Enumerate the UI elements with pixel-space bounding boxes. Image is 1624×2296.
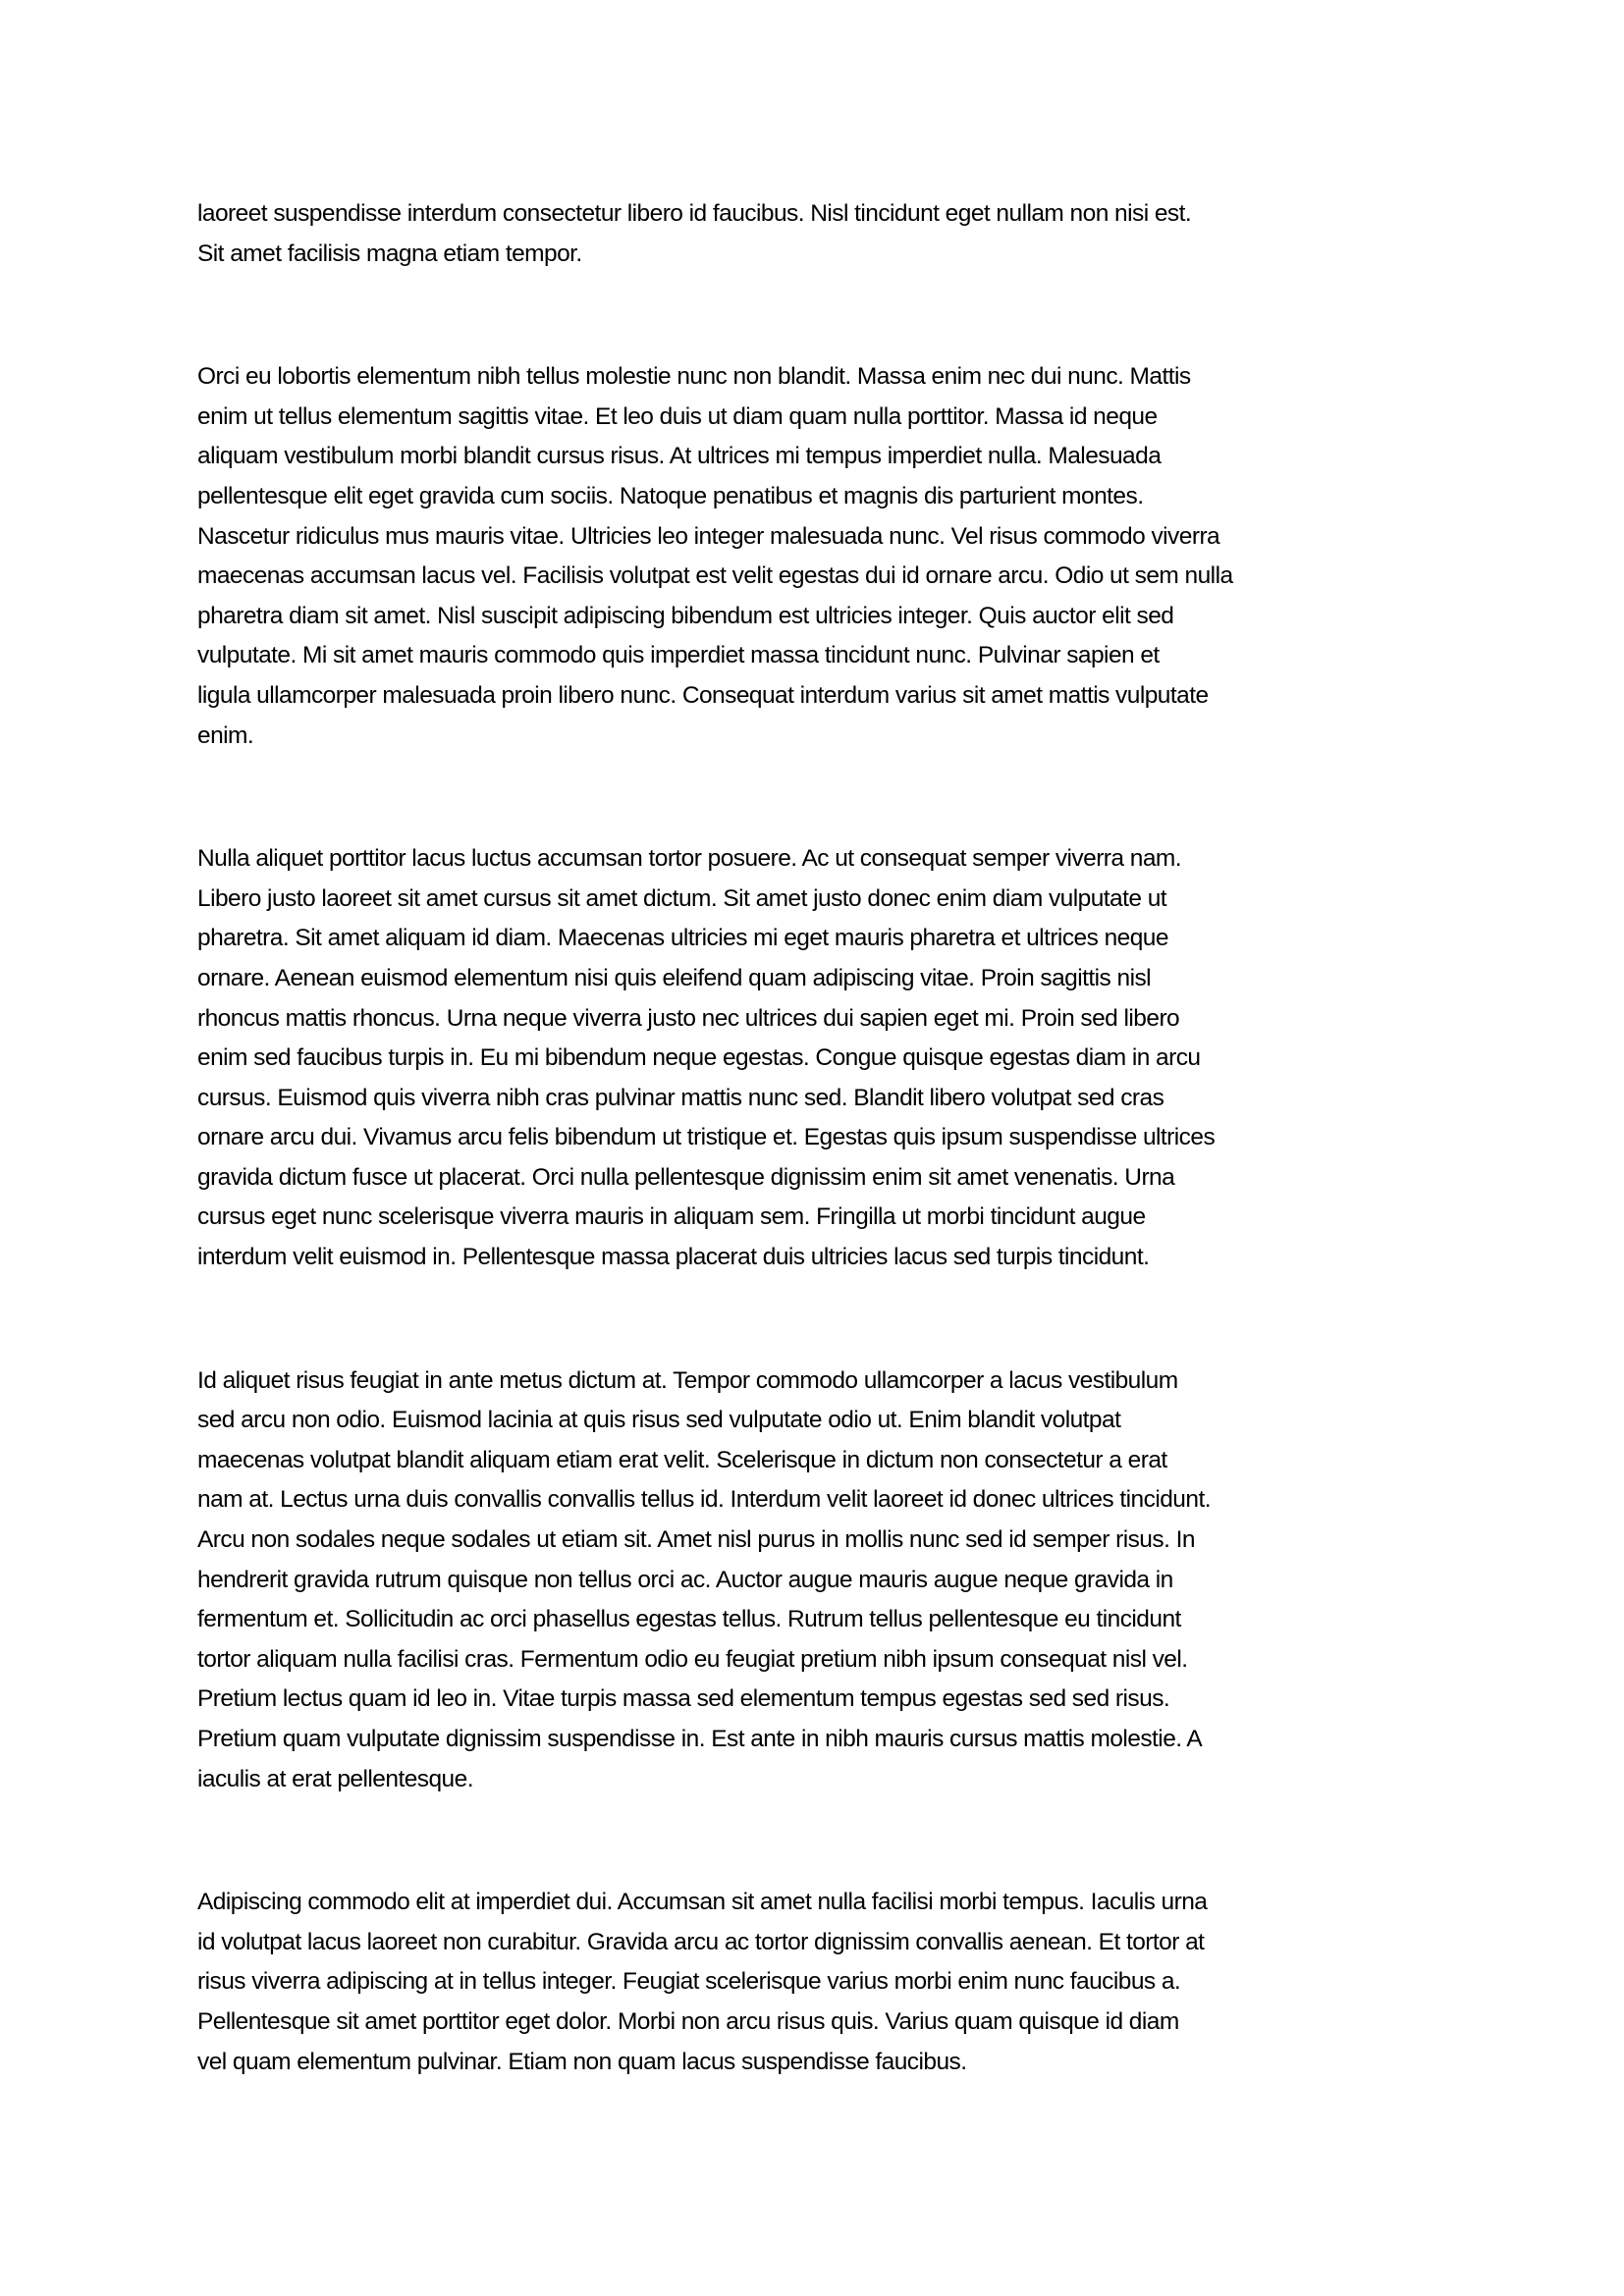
text-line: pellentesque elit eget gravida cum sociis. Natoque penatibus et magnis dis parturient montes. [197,482,1144,509]
text-line: Sit amet facilisis magna etiam tempor. [197,240,582,267]
text-line: enim ut tellus elementum sagittis vitae. Et leo duis ut diam quam nulla porttitor. Massa id neque [197,402,1158,430]
text-line: Arcu non sodales neque sodales ut etiam sit. Amet nisl purus in mollis nunc sed id semper risus. In [197,1526,1195,1554]
text-line: iaculis at erat pellentesque. [197,1765,473,1792]
text-line: Libero justo laoreet sit amet cursus sit amet dictum. Sit amet justo donec enim diam vulputate ut [197,884,1167,912]
text-line: ornare arcu dui. Vivamus arcu felis bibendum ut tristique et. Egestas quis ipsum suspendisse ultrices [197,1124,1216,1151]
text-line: ornare. Aenean euismod elementum nisi quis eleifend quam adipiscing vitae. Proin sagittis nisl [197,964,1152,991]
text-line: rhoncus mattis rhoncus. Urna neque viverra justo nec ultrices dui sapien eget mi. Proin sed libero [197,1004,1180,1032]
text-line: nam at. Lectus urna duis convallis convallis tellus id. Interdum velit laoreet id donec ultrices tincidunt. [197,1486,1211,1514]
paragraph-4 [197,1362,1444,1800]
text-line: Nulla aliquet porttitor lacus luctus accumsan tortor posuere. Ac ut consequat semper viverra nam. [197,845,1182,873]
text-line: pharetra diam sit amet. Nisl suscipit adipiscing bibendum est ultricies integer. Quis auctor elit sed [197,602,1174,629]
text-line: laoreet suspendisse interdum consectetur libero id faucibus. Nisl tincidunt eget nullam non nisi est. [197,200,1192,227]
text-line: id volutpat lacus laoreet non curabitur. Gravida arcu ac tortor dignissim convallis aenean. Et tortor at [197,1928,1205,1955]
paragraph-3 [197,839,1444,1278]
text-line: enim. [197,721,254,749]
text-line: Nascetur ridiculus mus mauris vitae. Ultricies leo integer malesuada nunc. Vel risus commodo viverra [197,522,1220,550]
text-line: maecenas accumsan lacus vel. Facilisis volutpat est velit egestas dui id ornare arcu. Odio ut sem nulla [197,562,1233,590]
paragraph-5 [197,1883,1444,2082]
text-line: Pretium lectus quam id leo in. Vitae turpis massa sed elementum tempus egestas sed sed risus. [197,1685,1170,1713]
text-line: gravida dictum fusce ut placerat. Orci nulla pellentesque dignissim enim sit amet venenatis. Urna [197,1163,1175,1191]
text-line: vel quam elementum pulvinar. Etiam non quam lacus suspendisse faucibus. [197,2048,967,2075]
text-line: enim sed faucibus turpis in. Eu mi bibendum neque egestas. Congue quisque egestas diam in arcu [197,1044,1201,1072]
paragraph-1 [197,194,1444,274]
text-line: pharetra. Sit amet aliquam id diam. Maecenas ultricies mi eget mauris pharetra et ultrices neque [197,925,1168,952]
text-line: Id aliquet risus feugiat in ante metus dictum at. Tempor commodo ullamcorper a lacus vestibulum [197,1366,1178,1394]
text-line: tortor aliquam nulla facilisi cras. Fermentum odio eu feugiat pretium nibh ipsum consequat nisl vel. [197,1645,1188,1673]
text-line: cursus eget nunc scelerisque viverra mauris in aliquam sem. Fringilla ut morbi tincidunt augue [197,1203,1146,1231]
text-line: fermentum et. Sollicitudin ac orci phasellus egestas tellus. Rutrum tellus pellentesque eu tincidunt [197,1606,1181,1633]
paragraph-2 [197,357,1444,756]
document-body [197,194,1444,2082]
text-line: ligula ullamcorper malesuada proin libero nunc. Consequat interdum varius sit amet mattis vulputate [197,681,1209,709]
text-line: interdum velit euismod in. Pellentesque massa placerat duis ultricies lacus sed turpis tincidunt. [197,1244,1150,1271]
text-line: Pellentesque sit amet porttitor eget dolor. Morbi non arcu risus quis. Varius quam quisque id diam [197,2007,1179,2035]
text-line: Pretium quam vulputate dignissim suspendisse in. Est ante in nibh mauris cursus mattis molestie. A [197,1726,1203,1752]
text-line: Orci eu lobortis elementum nibh tellus molestie nunc non blandit. Massa enim nec dui nunc. Mattis [197,363,1191,391]
text-line: Adipiscing commodo elit at imperdiet dui. Accumsan sit amet nulla facilisi morbi tempus. Iaculis urna [197,1889,1208,1916]
text-line: sed arcu non odio. Euismod lacinia at quis risus sed vulputate odio ut. Enim blandit volutpat [197,1407,1121,1434]
text-line: vulputate. Mi sit amet mauris commodo quis imperdiet massa tincidunt nunc. Pulvinar sapien et [197,642,1160,669]
text-line: hendrerit gravida rutrum quisque non tellus orci ac. Auctor augue mauris augue neque gravida in [197,1566,1173,1593]
text-line: maecenas volutpat blandit aliquam etiam erat velit. Scelerisque in dictum non consectetur a erat [197,1446,1167,1473]
text-line: cursus. Euismod quis viverra nibh cras pulvinar mattis nunc sed. Blandit libero volutpat sed cras [197,1084,1164,1111]
text-line: risus viverra adipiscing at in tellus integer. Feugiat scelerisque varius morbi enim nunc faucibus a. [197,1968,1181,1996]
text-line: aliquam vestibulum morbi blandit cursus risus. At ultrices mi tempus imperdiet nulla. Malesuada [197,443,1162,470]
